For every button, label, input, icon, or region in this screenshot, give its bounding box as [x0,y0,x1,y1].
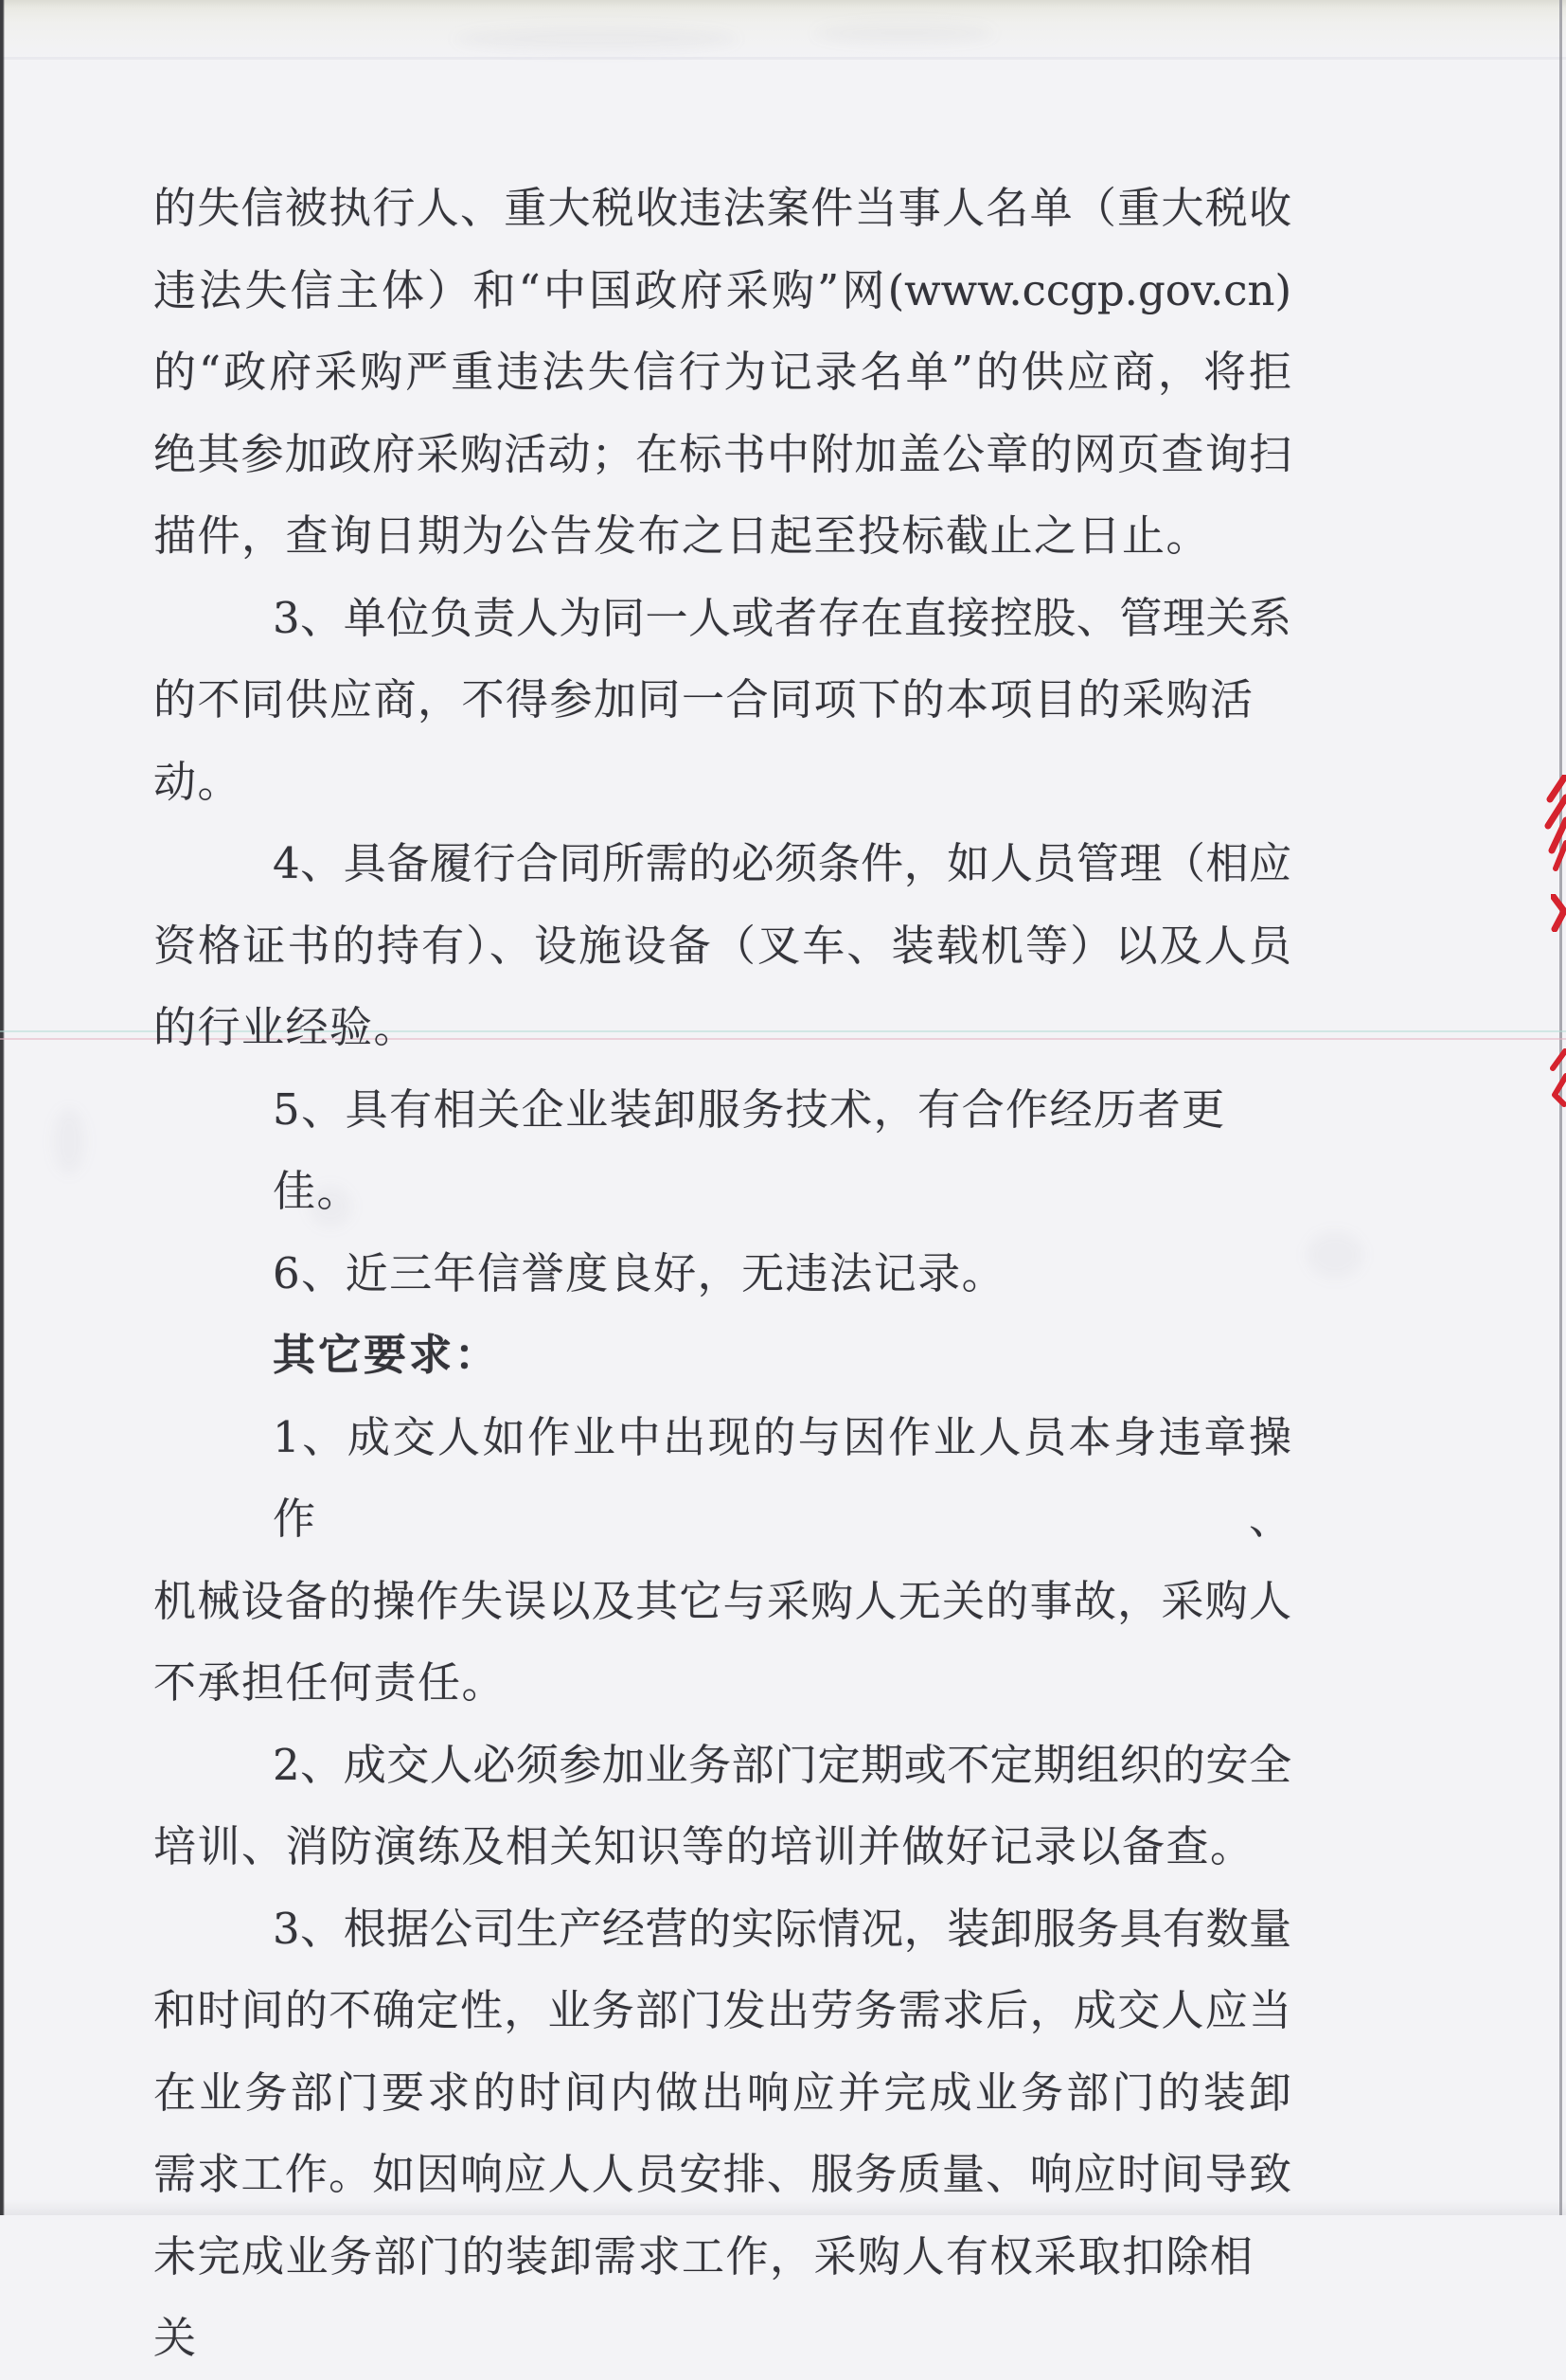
text-line: 需求工作。如因响应人人员安排、服务质量、响应时间导致 [153,2149,1291,2199]
text-line: 2、成交人必须参加业务部门定期或不定期组织的安全 [273,1739,1291,1790]
text-line: 的行业经验。 [153,1002,418,1052]
document-body [153,168,1291,2380]
bleed-through-smudge [814,23,994,44]
text-line: 5、具有相关企业装卸服务技术，有合作经历者更佳。 [273,1083,1226,1216]
text-line: 的失信被执行人、重大税收违法案件当事人名单（重大税收 [153,183,1291,233]
red-stamp-mark-icon [1543,1047,1566,1108]
text-line: 4、具备履行合同所需的必须条件，如人员管理（相应 [273,838,1291,888]
scan-edge-left [0,0,5,2215]
red-stamp-mark-icon [1543,775,1566,871]
scanner-top-shadow-line [0,57,1566,60]
text-line: 违法失信主体）和“中国政府采购”网(www.ccgp.gov.cn) [153,264,1291,315]
bleed-through-smudge [53,1108,85,1174]
text-line: 不承担任何责任。 [153,1657,507,1708]
paragraph [153,1725,1291,1888]
paragraph [153,1397,1291,1725]
paragraph [153,168,1291,578]
text-line: 3、单位负责人为同一人或者存在直接控股、管理关系 [273,592,1291,643]
text-line: 描件，查询日期为公告发布之日起至投标截止之日止。 [153,510,1211,561]
paragraph [153,1233,1291,1315]
paragraph [153,1069,1291,1233]
red-stamp-mark-icon [1551,894,1566,932]
paragraph [153,823,1291,1069]
section-heading [153,1315,1291,1397]
text-line: 1、成交人如作业中出现的与因作业人员本身违章操作、 [273,1411,1291,1544]
scanner-top-band [0,0,1566,61]
bleed-through-smudge [454,27,739,51]
text-line: 和时间的不确定性，业务部门发出劳务需求后，成交人应当 [153,1985,1291,2035]
text-line: 资格证书的持有）、设施设备（叉车、装载机等）以及人员 [153,920,1291,971]
text-line: 机械设备的操作失误以及其它与采购人无关的事故，采购人 [153,1575,1291,1626]
text-line: 培训、消防演练及相关知识等的培训并做好记录以备查。 [153,1821,1255,1871]
paragraph [153,1888,1291,2380]
text-line: 在业务部门要求的时间内做出响应并完成业务部门的装卸 [153,2067,1291,2118]
text-line: 3、根据公司生产经营的实际情况，装卸服务具有数量 [273,1903,1291,1954]
text-line: 未完成业务部门的装卸需求工作，采购人有权采取扣除相关 [153,2230,1255,2363]
paragraph [153,578,1291,824]
text-line: 其它要求： [273,1330,501,1380]
text-line: 的“政府采购严重违法失信行为记录名单”的供应商，将拒 [153,347,1291,397]
text-line: 的不同供应商，不得参加同一合同项下的本项目的采购活动。 [153,674,1255,807]
text-line: 6、近三年信誉度良好，无违法记录。 [273,1247,1006,1298]
text-line: 绝其参加政府采购活动；在标书中附加盖公章的网页查询扫 [153,428,1291,479]
bleed-through-smudge [1307,1231,1363,1279]
